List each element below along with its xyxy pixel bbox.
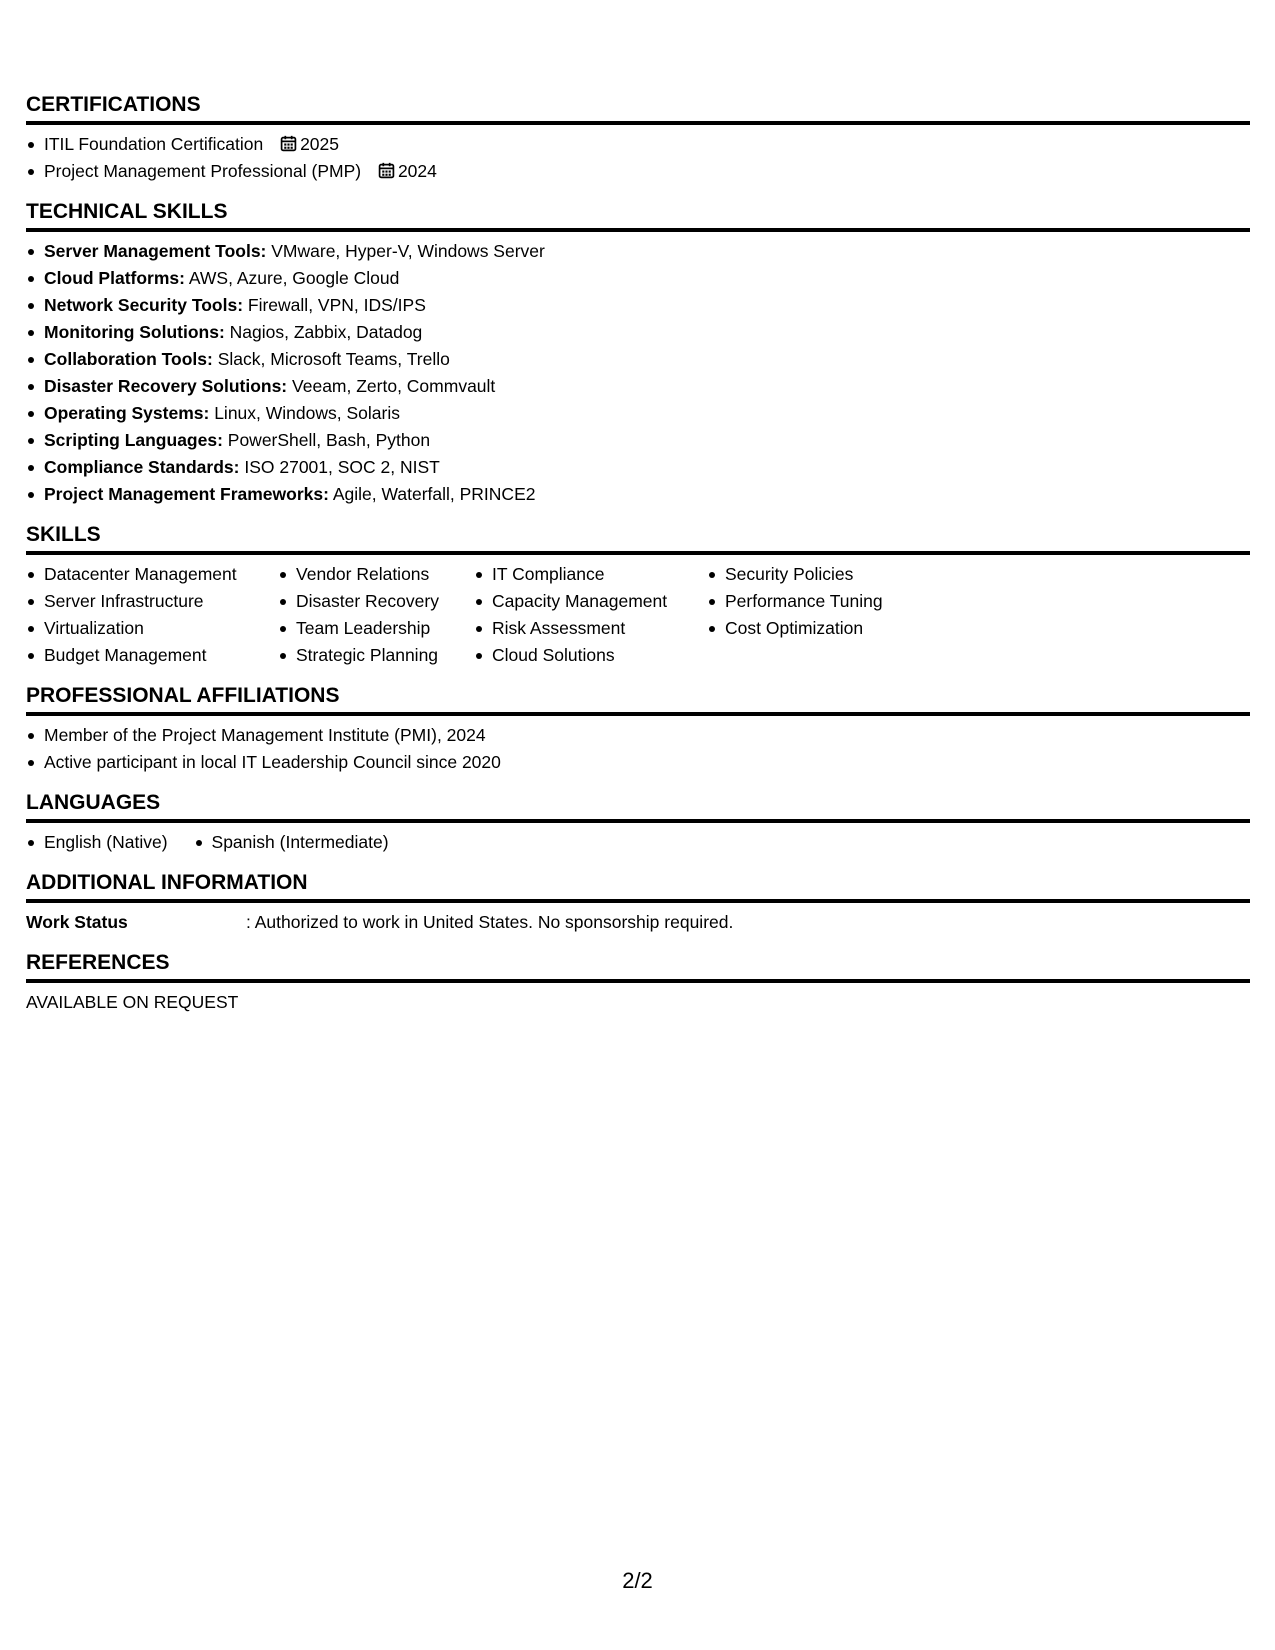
list-item: Datacenter Management — [26, 561, 278, 588]
affiliations-list — [26, 722, 1250, 776]
list-item: Spanish (Intermediate) — [194, 829, 389, 856]
certification-year: 2025 — [300, 134, 339, 154]
calendar-icon — [280, 135, 297, 152]
calendar-icon — [378, 162, 395, 179]
skill-value: Agile, Waterfall, PRINCE2 — [332, 484, 536, 504]
list-item — [26, 481, 1250, 508]
page-number: 2/2 — [622, 1568, 653, 1593]
references-section — [26, 950, 1250, 1016]
skill-label: Compliance Standards: — [44, 457, 240, 477]
skill-label: Disaster Recovery Solutions: — [44, 376, 288, 396]
list-item: Risk Assessment — [474, 615, 707, 642]
list-item: Active participant in local IT Leadership Council since 2020 — [26, 749, 1250, 776]
skill-label: Scripting Languages: — [44, 430, 223, 450]
resume-page — [26, 92, 1250, 1030]
certifications-list — [26, 131, 1250, 185]
list-item: IT Compliance — [474, 561, 707, 588]
skill-value: Veeam, Zerto, Commvault — [292, 376, 496, 396]
skill-value: Linux, Windows, Solaris — [214, 403, 400, 423]
list-item: Strategic Planning — [278, 642, 474, 669]
skill-label: Network Security Tools: — [44, 295, 244, 315]
skill-value: PowerShell, Bash, Python — [227, 430, 431, 450]
certification-name: Project Management Professional (PMP) — [44, 161, 362, 181]
references-text: AVAILABLE ON REQUEST — [26, 992, 239, 1012]
skills-column — [278, 561, 474, 669]
work-status-row — [26, 909, 1250, 936]
skill-label: Monitoring Solutions: — [44, 322, 225, 342]
list-item: Security Policies — [707, 561, 957, 588]
work-status-value: : Authorized to work in United States. No sponsorship required. — [246, 912, 734, 932]
list-item: English (Native) — [26, 829, 168, 856]
skill-label: Project Management Frameworks: — [44, 484, 329, 504]
skill-value: Firewall, VPN, IDS/IPS — [247, 295, 426, 315]
list-item — [26, 400, 1250, 427]
section-title: TECHNICAL SKILLS — [26, 199, 1250, 232]
list-item: Cloud Solutions — [474, 642, 707, 669]
section-title: LANGUAGES — [26, 790, 1250, 823]
skills-grid — [26, 561, 1250, 669]
certifications-section — [26, 92, 1250, 185]
certification-name: ITIL Foundation Certification — [44, 134, 264, 154]
technical-skills-section — [26, 199, 1250, 508]
skill-label: Collaboration Tools: — [44, 349, 213, 369]
list-item — [26, 292, 1250, 319]
additional-info-section — [26, 870, 1250, 936]
list-item — [26, 346, 1250, 373]
section-title: SKILLS — [26, 522, 1250, 555]
skills-column — [474, 561, 707, 669]
list-item — [26, 454, 1250, 481]
work-status-label: Work Status — [26, 912, 128, 932]
section-title: ADDITIONAL INFORMATION — [26, 870, 1250, 903]
languages-section — [26, 790, 1250, 856]
certification-year: 2024 — [397, 161, 437, 181]
skills-section — [26, 522, 1250, 669]
skills-column — [26, 561, 278, 669]
list-item — [26, 265, 1250, 292]
list-item: Server Infrastructure — [26, 588, 278, 615]
skill-label: Server Management Tools: — [44, 241, 267, 261]
technical-skills-list — [26, 238, 1250, 508]
section-title: CERTIFICATIONS — [26, 92, 1250, 125]
list-item: Member of the Project Management Institute (PMI), 2024 — [26, 722, 1250, 749]
list-item — [26, 427, 1250, 454]
list-item: Performance Tuning — [707, 588, 957, 615]
list-item: Disaster Recovery — [278, 588, 474, 615]
skill-label: Operating Systems: — [44, 403, 210, 423]
list-item — [26, 131, 1250, 158]
list-item: Capacity Management — [474, 588, 707, 615]
skill-label: Cloud Platforms: — [44, 268, 185, 288]
skill-value: Slack, Microsoft Teams, Trello — [217, 349, 450, 369]
skills-column — [707, 561, 957, 669]
list-item: Vendor Relations — [278, 561, 474, 588]
affiliations-section — [26, 683, 1250, 776]
list-item: Cost Optimization — [707, 615, 957, 642]
languages-list — [26, 829, 1250, 856]
skill-value: ISO 27001, SOC 2, NIST — [244, 457, 440, 477]
skill-value: VMware, Hyper-V, Windows Server — [271, 241, 545, 261]
list-item — [26, 158, 1250, 185]
skill-value: Nagios, Zabbix, Datadog — [229, 322, 423, 342]
list-item: Virtualization — [26, 615, 278, 642]
list-item — [26, 238, 1250, 265]
section-title: PROFESSIONAL AFFILIATIONS — [26, 683, 1250, 716]
list-item — [26, 319, 1250, 346]
list-item: Budget Management — [26, 642, 278, 669]
skill-value: AWS, Azure, Google Cloud — [188, 268, 400, 288]
section-title: REFERENCES — [26, 950, 1250, 983]
list-item — [26, 373, 1250, 400]
list-item: Team Leadership — [278, 615, 474, 642]
